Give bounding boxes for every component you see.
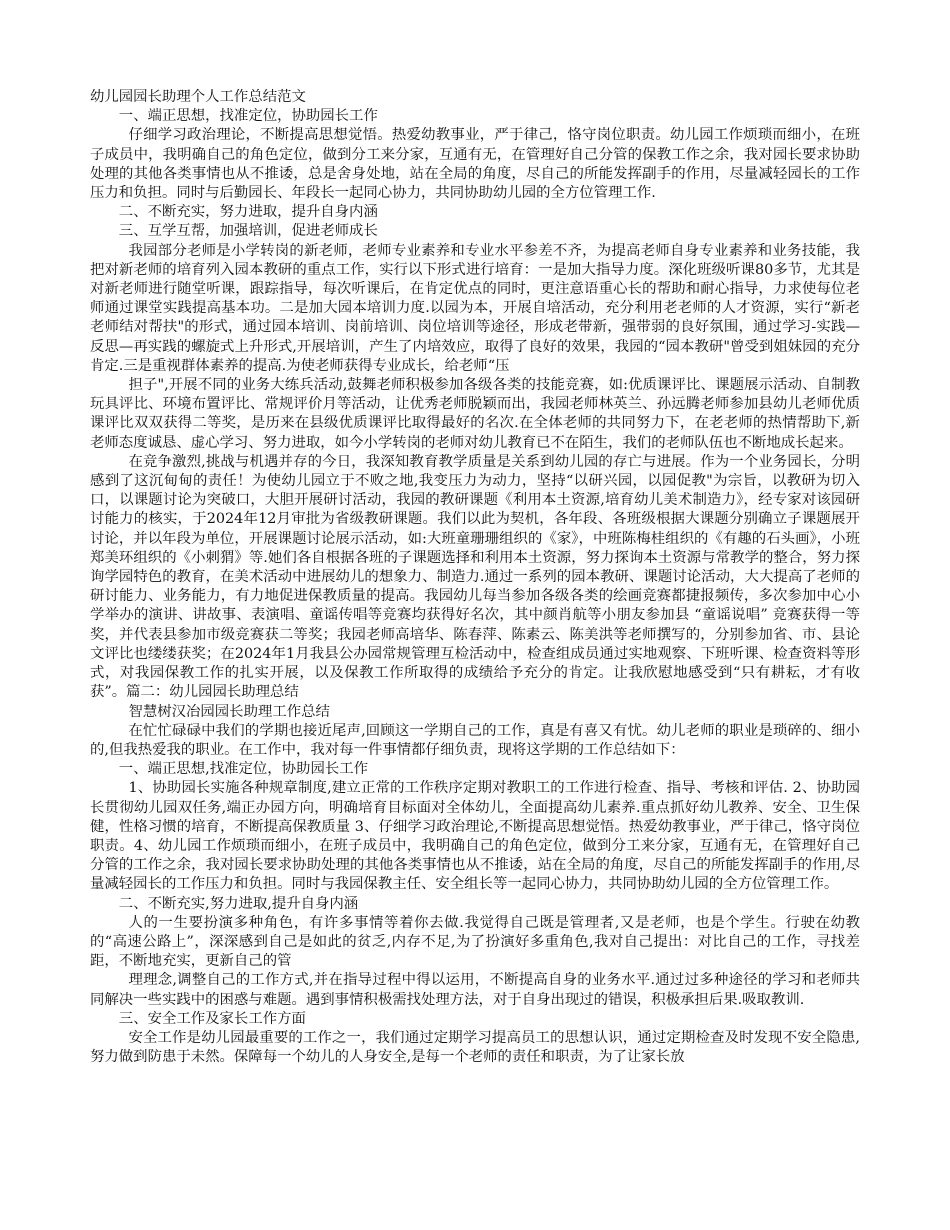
body-paragraph: 安全工作是幼儿园最重要的工作之一，我们通过定期学习提高员工的思想认识，通过定期检查及时发现不安全隐患,努力做到防患于未然。保障每一个幼儿的人身安全,是每一个老师的责任和职责，为了让家长放 bbox=[90, 1029, 860, 1066]
subtitle: 智慧树汉冶园园长助理工作总结 bbox=[128, 703, 330, 720]
document-page bbox=[90, 88, 860, 1067]
body-paragraph: 仔细学习政治理论，不断提高思想觉悟。热爱幼教事业，严于律己，恪守岗位职责。幼儿园工作烦琐而细小，在班子成员中，我明确自己的角色定位，做到分工来分家，互通有无，在管理好自己分管的保教工作之余，我对园长要求协助处理的其他各类事情也从不推诿，总是舍身处地，站在全局的角度，尽自己的所能发挥副手的作用，尽量减轻园长的工作压力和负担。同时与后勤园长、年段长一起同心协力，共同协助幼儿园的全方位管理工作. bbox=[90, 127, 860, 202]
section-heading: 二、不断充实,努力进取,提升自身内涵 bbox=[118, 895, 359, 912]
body-paragraph: 我园部分老师是小学转岗的新老师，老师专业素养和专业水平参差不齐，为提高老师自身专业素养和业务技能，我把对新老师的培育列入园本教研的重点工作，实行以下形式进行培育：一是加大指导力度。深化班级听课80多节，尤其是对新老师进行随堂听课，跟踪指导，每次听课后，在肯定优点的同时，更注意语重心长的帮助和耐心指导，力求使每位老师通过课堂实践提高基本功。二是加大园本培训力度.以园为本，开展自培活动，充分利用老老师的人才资源，实行“新老老师结对帮扶"的形式，通过园本培训、岗前培训、岗位培训等途径，形成老带新，强带弱的良好氛围，通过学习-实践—反思—再实践的螺旋式上升形式,开展培训，产生了内培效应，取得了良好的效果，我园的“园本教研"曾受到姐妹园的充分肯定.三是重视群体素养的提高.为使老师获得专业成长，给老师“压 bbox=[90, 242, 860, 374]
body-paragraph: 理理念,调整自己的工作方式,并在指导过程中得以运用，不断提高自身的业务水平.通过过多种途径的学习和老师共同解决一些实践中的困惑与难题。遇到事情积极需找处理方法，对于自身出现过的错误，积极承担后果.吸取教训. bbox=[90, 972, 860, 1008]
body-paragraph: 在忙忙碌碌中我们的学期也接近尾声,回顾这一学期自己的工作，真是有喜又有忧。幼儿老师的职业是琐碎的、细小的,但我热爱我的职业。在工作中，我对每一件事情都仔细负责，现将这学期的工作总结如下： bbox=[90, 722, 860, 758]
section-heading: 三、互学互帮，加强培训，促进老师成长 bbox=[118, 223, 378, 240]
section-heading: 一、端正思想,找准定位，协助园长工作 bbox=[118, 761, 369, 778]
body-paragraph: 1、协助园长实施各种规章制度,建立正常的工作秩序定期对教职工的工作进行检查、指导、考核和评估. 2、协助园长贯彻幼儿园双任务,端正办园方向，明确培育目标面对全体幼儿，全面提高幼儿素养.重点抓好幼儿教养、安全、卫生保健，性格习惯的培育，不断提高保教质量 3、仔细学习政治理论,不断提高思想觉悟。热爱幼教事业，严于律己，恪守岗位职责。4、幼儿园工作烦琐而细小，在班子成员中，我明确自己的角色定位，做到分工来分家，互通有无，在管理好自己分管的工作之余，我对园长要求协助处理的其他各类事情也从不推诿，站在全局的角度，尽自己的所能发挥副手的作用,尽量减轻园长的工作压力和负担。同时与我园保教主任、安全组长等一起同心协力，共同协助幼儿园的全方位管理工作。 bbox=[90, 780, 860, 893]
body-paragraph: 在竞争激烈,挑战与机遇并存的今日，我深知教育教学质量是关系到幼儿园的存亡与进展。作为一个业务园长，分明感到了这沉甸甸的责任！为使幼儿园立于不败之地,我变压力为动力，坚持“以研兴园，以园促教"为宗旨，以教研为切入口，以课题讨论为突破口，大胆开展研讨活动，我园的教研课题《利用本土资源,培育幼儿美术制造力》，经专家对该园研讨能力的核实，于2024年12月审批为省级教研课题。我们以此为契机，各年段、各班级根据大课题分别确立子课题展开讨论，并以年段为单位，开展课题讨论展示活动，如:大班童珊珊组织的《家》，中班陈梅桂组织的《有趣的石头画》，小班郑美环组织的《小刺猬》等.她们各自根据各班的子课题选择和利用本土资源，努力探询本土资源与常教学的整合，努力探询学园特色的教育，在美术活动中进展幼儿的想象力、制造力.通过一系列的园本教研、课题讨论活动，大大提高了老师的研讨能力、业务能力，有力地促进保教质量的提高。我园幼儿每当参加各级各类的绘画竞赛都捷报频传，多次参加中心小学举办的演讲、讲故事、表演唱、童谣传唱等竞赛均获得好名次，其中颜肖航等小朋友参加县 “童谣说唱” 竞赛获得一等奖，并代表县参加市级竞赛获二等奖；我园老师高培华、陈春萍、陈素云、陈美洪等老师撰写的，分别参加省、市、县论文评比也缕缕获奖；在2024年1月我县公办园常规管理互检活动中，检查组成员通过实地观察、下班听课、检查资料等形式，对我园保教工作的扎实开展，以及保教工作所取得的成绩给予充分的肯定。让我欣慰地感受到“只有耕耘，才有收获”。篇二：幼儿园园长助理总结 bbox=[90, 453, 860, 701]
section-heading: 二、不断充实，努力进取，提升自身内涵 bbox=[118, 204, 378, 221]
section-heading: 一、端正思想，找准定位，协助园长工作 bbox=[118, 108, 378, 125]
body-paragraph: 人的一生要扮演多种角色，有许多事情等着你去做.我觉得自己既是管理者,又是老师，也是个学生。行驶在幼教的“高速公路上”，深深感到自己是如此的贫乏,内存不足,为了扮演好多重角色,我对自己提出：对比自己的工作，寻找差距，不断地充实，更新自己的管 bbox=[90, 914, 860, 970]
section-heading: 三、安全工作及家长工作方面 bbox=[118, 1010, 306, 1027]
body-paragraph: 担子",开展不同的业务大练兵活动,鼓舞老师积极参加各级各类的技能竞赛，如:优质课评比、课题展示活动、自制教玩具评比、环境布置评比、常规评价月等活动，让优秀老师脱颖而出，我园老师林英兰、孙远腾老师参加县幼儿老师优质课评比双双获得二等奖，是历来在县级优质课评比取得最好的名次.在全体老师的共同努力下，在老老师的热情帮助下,新老师态度诚恳、虚心学习、努力进取，如今小学转岗的老师对幼儿教育已不在陌生，我们的老师队伍也不断地成长起来。 bbox=[90, 377, 860, 451]
document-title: 幼儿园园长助理个人工作总结范文 bbox=[90, 89, 306, 105]
